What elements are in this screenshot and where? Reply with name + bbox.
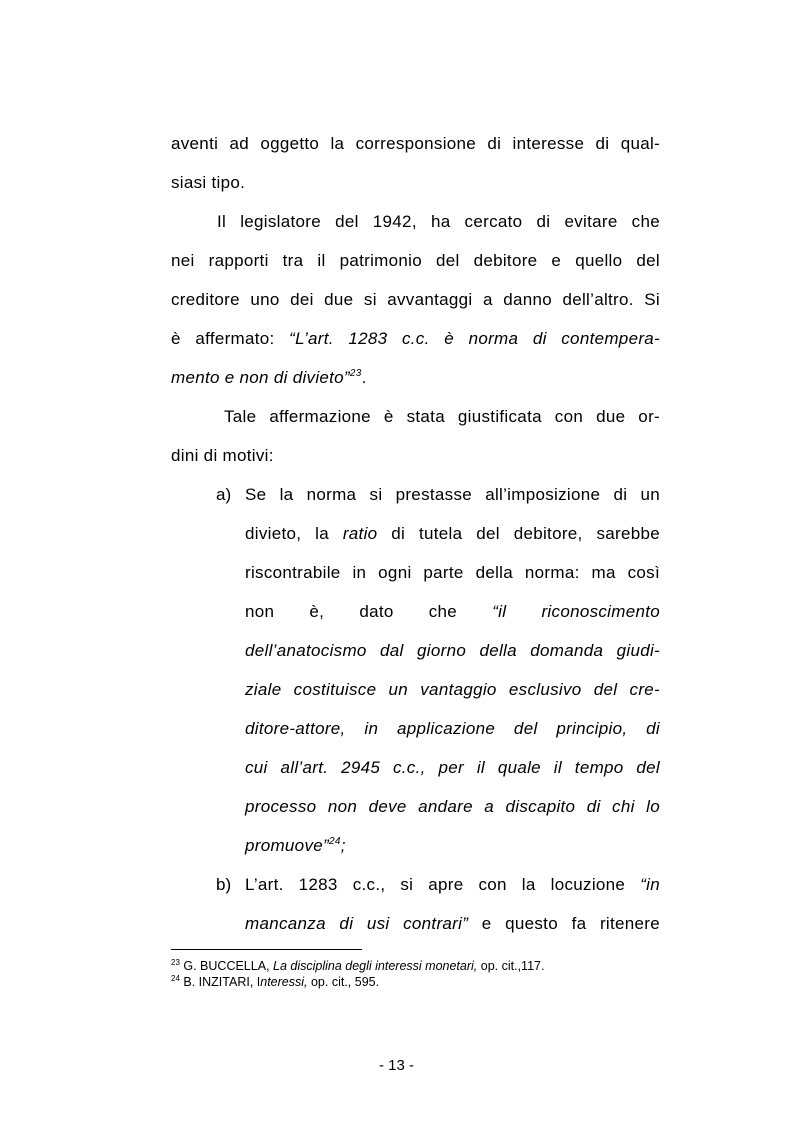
footnote-23 xyxy=(171,958,544,974)
body-line: siasi tipo. xyxy=(171,173,246,192)
text-run: . xyxy=(361,368,367,387)
list-marker-b: b) xyxy=(216,875,232,894)
body-line: dini di motivi: xyxy=(171,446,274,465)
text-run: op. cit.,117. xyxy=(477,959,545,973)
text-run: op. cit., 595. xyxy=(307,975,380,989)
body-line: creditore uno dei due si avvantaggi a danno dell’altro. Si xyxy=(171,290,660,309)
footnote-title: La disciplina degli interessi monetari, xyxy=(273,959,478,973)
italic-term: ratio xyxy=(342,524,378,543)
italic-quote: mancanza di usi contrari” xyxy=(245,914,469,933)
italic-quote: “il riconoscimento xyxy=(492,602,661,621)
paragraph-line: Il legislatore del 1942, ha cercato di evitare che xyxy=(217,212,660,231)
quote-line xyxy=(171,366,660,390)
list-line: ditore-attore, in applicazione del principio, di xyxy=(245,719,660,738)
list-line: ziale costituisce un vantaggio esclusivo del cre- xyxy=(245,680,660,699)
list-line xyxy=(245,834,660,858)
text-run: ; xyxy=(340,836,346,855)
list-line: riscontrabile in ogni parte della norma: ma così xyxy=(245,563,660,582)
list-marker-a: a) xyxy=(216,485,232,504)
text-run: e questo fa ritenere xyxy=(468,914,660,933)
text-run: G. BUCCELLA, xyxy=(179,959,273,973)
list-line: processo non deve andare a discapito di chi lo xyxy=(245,797,660,816)
body-line: aventi ad oggetto la corresponsione di interesse di qual- xyxy=(171,134,660,153)
text-run: L’art. 1283 c.c., si apre con la locuzione xyxy=(245,875,641,894)
text-run: è affermato: xyxy=(171,329,290,348)
footnote-title: nteressi, xyxy=(260,975,308,989)
body-line: nei rapporti tra il patrimonio del debitore e quello del xyxy=(171,251,660,270)
footnote-ref-24: 24 xyxy=(328,836,341,847)
text-run: divieto, la xyxy=(245,524,343,543)
footnote-divider xyxy=(171,949,362,950)
italic-quote: “L’art. 1283 c.c. è norma di contempera- xyxy=(289,329,660,348)
italic-quote: “in xyxy=(640,875,660,894)
footnote-24 xyxy=(171,974,379,990)
footnote-ref-23: 23 xyxy=(349,368,362,379)
list-line xyxy=(245,912,660,936)
paragraph-line: Tale affermazione è stata giustificata con due or- xyxy=(224,407,660,426)
text-run: non è, dato che xyxy=(245,602,493,621)
list-line: dell’anatocismo dal giorno della domanda giudi- xyxy=(245,641,660,660)
quote-line xyxy=(171,327,660,351)
footnote-number: 23 xyxy=(171,958,180,967)
list-line: cui all’art. 2945 c.c., per il quale il tempo del xyxy=(245,758,660,777)
italic-quote: mento e non di divieto” xyxy=(171,368,350,387)
text-run: di tutela del debitore, sarebbe xyxy=(377,524,660,543)
list-line: Se la norma si prestasse all’imposizione di un xyxy=(245,485,660,504)
list-line xyxy=(245,600,660,624)
page-number: - 13 - xyxy=(378,1057,414,1074)
footnote-number: 24 xyxy=(171,974,180,983)
text-run: promuove” xyxy=(245,836,329,855)
text-run: B. INZITARI, I xyxy=(179,975,261,989)
list-line xyxy=(245,522,660,546)
list-line xyxy=(245,873,660,897)
